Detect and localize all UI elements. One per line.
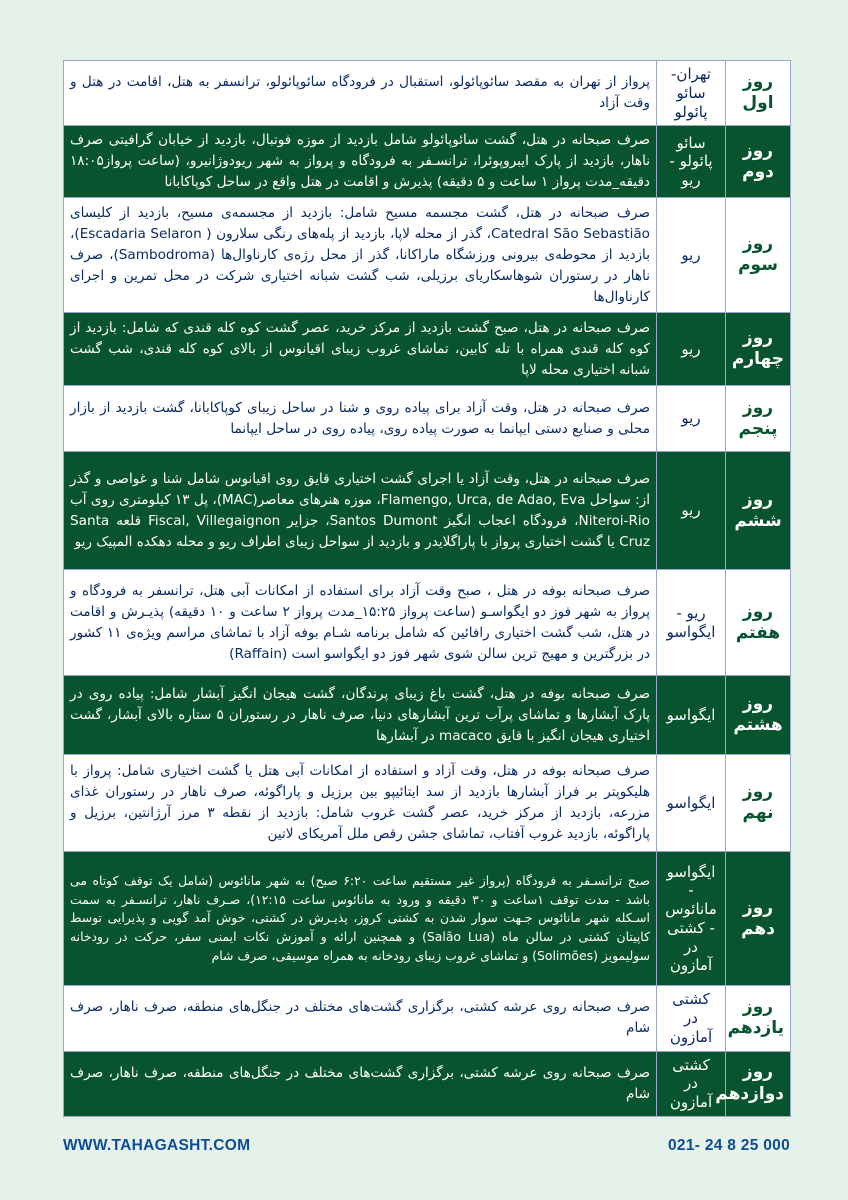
city-label: کشتی در آمازون — [657, 986, 726, 1051]
city-label: تهران-سائو پائولو — [657, 61, 726, 126]
itinerary-row — [64, 852, 791, 986]
day-label: روز دوم — [726, 126, 791, 198]
city-label: ایگواسو — [657, 676, 726, 755]
itinerary-row — [64, 755, 791, 852]
day-description: صرف صبحانه بوفه در هتل ، صبح وقت آزاد برای استفاده از امکانات آبی هتل، ترانسفر به فرودگاه و پرواز به شهر فوز دو ایگواسـو (ساعت پرواز ۱۵:۲۵_مدت پرواز ۲ ساعت و ۱۰ دقیقه) پذیـرش و اقامت در هتل، شب گشت اختیاری رافائین که شامل برنامه شـام بوفه آزاد با تماشای مراسم ویژه‌ی ۱۱ کشور در بزرگترین و مهیج ترین سالن شوی شهر فوز دو ایگواسو است (Raffain) — [64, 570, 657, 676]
itinerary-row — [64, 61, 791, 126]
day-label: روز هشتم — [726, 676, 791, 755]
day-description: صرف صبحانه در هتل، وقت آزاد یا اجرای گشت اختیاری قایق روی اقیانوس شامل شنا و غواصی و گذر از: سواحل Flamengo, Urca, de Adao, Eva، موزه هنرهای معاصر(MAC)، پل ۱۳ کیلومتری روی آب Niteroi-Rio، فرودگاه اعجاب انگیز Santos Dumont، جزایر Fiscal, Villegaignon قلعه Santa Cruz یا گشت اختیاری پرواز با پاراگلایدر و بازدید از سواحل زیبای اطراف ریو و محله دهکده المپیک ریو — [64, 452, 657, 570]
city-label: ریو — [657, 313, 726, 386]
day-description: پرواز از تهران به مقصد سائوپائولو، استقبال در فرودگاه سائوپائولو، ترانسفر به هتل، اقامت در هتل و وقت آزاد — [64, 61, 657, 126]
itinerary-row — [64, 313, 791, 386]
day-label: روز هفتم — [726, 570, 791, 676]
day-label: روز اول — [726, 61, 791, 126]
day-description: صرف صبحانه در هتل، گشت مجسمه مسیح شامل: بازدید از مجسمه‌ی مسیح، بازدید از کلیسای Catedral São Sebastião، گذر از محله لاپا، بازدید از پله‌های رنگی سلارون ( Escadaria Selaron)، بازدید از محوطه‌ی بیرونی ورزشگاه ماراکانا، گذر از محل رژه‌ی کارناوال‌ها (Sambodroma)، صرف ناهار در رستوران شوهاسکاریای برزیلی، شب گشت شبانه اختیاری شرکت در محل تمرین و اجرای کارناوال‌ها — [64, 198, 657, 313]
itinerary-table — [63, 60, 791, 1117]
page-footer — [63, 1134, 790, 1158]
itinerary-row — [64, 1051, 791, 1116]
day-description: صرف صبحانه بوفه در هتل، وقت آزاد و استفاده از امکانات آبی هتل یا گشت اختیاری شامل: پرواز با هلیکوپتر بر فراز آبشارها بازدید از سد ایتائیپو بین برزیل و پاراگوئه، صرف ناهار در رستوران غذای مزرعه، بازدید از مرکز خرید، عصر گشت غروب شامل: بازدید از نقطه ۳ مرز آرژانتین، برزیل و پاراگوئه، بازدید غروب آفتاب، تماشای جشن رقص ملل آمریکای لاتین — [64, 755, 657, 852]
day-description: صرف صبحانه بوفه در هتل، گشت باغ زیبای پرندگان، گشت هیجان انگیز آبشار شامل: پیاده روی در پارک آبشارها و تماشای پرآب ترین آبشارهای دنیا، صرف ناهار در رستوران ۵ ستاره بالای آبشار، گشت اختیاری هیجان انگیز با قایق macaco در آبشارها — [64, 676, 657, 755]
day-description: صرف صبحانه در هتل، گشت سائوپائولو شامل بازدید از موزه فوتبال، بازدید از خیابان گرافیتی صرف ناهار، بازدید از پارک ایبروپوئرا، ترانسـفر به فرودگاه و پرواز به شهر ریودوژانیرو، (ساعت پرواز۱۸:۰۵ دقیقه_مدت پرواز ۱ ساعت و ۵ دقیقه) پذیرش و اقامت در هتل واقع در ساحل کوپاکابانا — [64, 126, 657, 198]
day-label: روز دوازدهم — [726, 1051, 791, 1116]
city-label: سائو پائولو - ریو — [657, 126, 726, 198]
itinerary-row — [64, 986, 791, 1051]
city-label: ایگواسو — [657, 755, 726, 852]
day-description: صبح ترانسـفر به فرودگاه (پرواز غیر مستقیم ساعت ۶:۲۰ صبح) به شهر مانائوس (شامل یک توقف کوتاه می باشد - مدت توقف ۱ساعت و ۳۰ دقیقه و ورود به مانائوس ساعت ۱۲:۱۵)، صـرف ناهار، ترانسـفر به سمت اسـکله شهر مانائوس جـهت سوار شدن به کشتی کروز، پذیـرش در کشتی، خوش آمد گویی و پذیرایی توسط کاپیتان کشتی در سالن ماه (Salão Lua) و همچنین ارائه و آموزش نکات ایمنی سفر، حرکت در رودخانه سولیمویز (Solimões) و تماشای غروب زیبای رودخانه به همراه موسیقی، صرف شام — [64, 852, 657, 986]
itinerary-row — [64, 198, 791, 313]
itinerary-row — [64, 570, 791, 676]
day-description: صرف صبحانه در هتل، وقت آزاد برای پیاده روی و شنا در ساحل زیبای کوپاکابانا، گشت بازدید از بازار محلی و صنایع دستی ایپانما به صورت پیاده روی، پیاده روی در ساحل ایپانما — [64, 386, 657, 452]
day-label: روز سوم — [726, 198, 791, 313]
day-description: صرف صبحانه روی عرشه کشتی، برگزاری گشت‌های مختلف در جنگل‌های منطقه، صرف ناهار، صرف شام — [64, 986, 657, 1051]
day-label: روز دهم — [726, 852, 791, 986]
day-label: روز ششم — [726, 452, 791, 570]
day-label: روز یازدهم — [726, 986, 791, 1051]
itinerary-row — [64, 452, 791, 570]
day-description: صرف صبحانه در هتل، صبح گشت بازدید از مرکز خرید، عصر گشت کوه کله قندی که شامل: بازدید از کوه کله قندی همراه با تله کابین، تماشای غروب زیبای اقیانوس از بالای کوه کله قندی، شب گشت شبانه اختیاری محله لاپا — [64, 313, 657, 386]
city-label: ایگواسو - مانائوس - کشتی در آمازون — [657, 852, 726, 986]
city-label: ریو — [657, 452, 726, 570]
itinerary-body — [64, 61, 791, 1117]
day-description: صرف صبحانه روی عرشه کشتی، برگزاری گشت‌های مختلف در جنگل‌های منطقه، صرف ناهار، صرف شام — [64, 1051, 657, 1116]
itinerary-row — [64, 386, 791, 452]
itinerary-row — [64, 676, 791, 755]
day-label: روز پنجم — [726, 386, 791, 452]
itinerary-row — [64, 126, 791, 198]
day-label: روز نهم — [726, 755, 791, 852]
city-label: ریو — [657, 198, 726, 313]
city-label: کشتی در آمازون — [657, 1051, 726, 1116]
city-label: ریو — [657, 386, 726, 452]
day-label: روز چهارم — [726, 313, 791, 386]
website-link[interactable]: WWW.TAHAGASHT.COM — [63, 1137, 251, 1154]
phone-number[interactable]: 021- 24 8 25 000 — [667, 1137, 790, 1154]
city-label: ریو - ایگواسو — [657, 570, 726, 676]
